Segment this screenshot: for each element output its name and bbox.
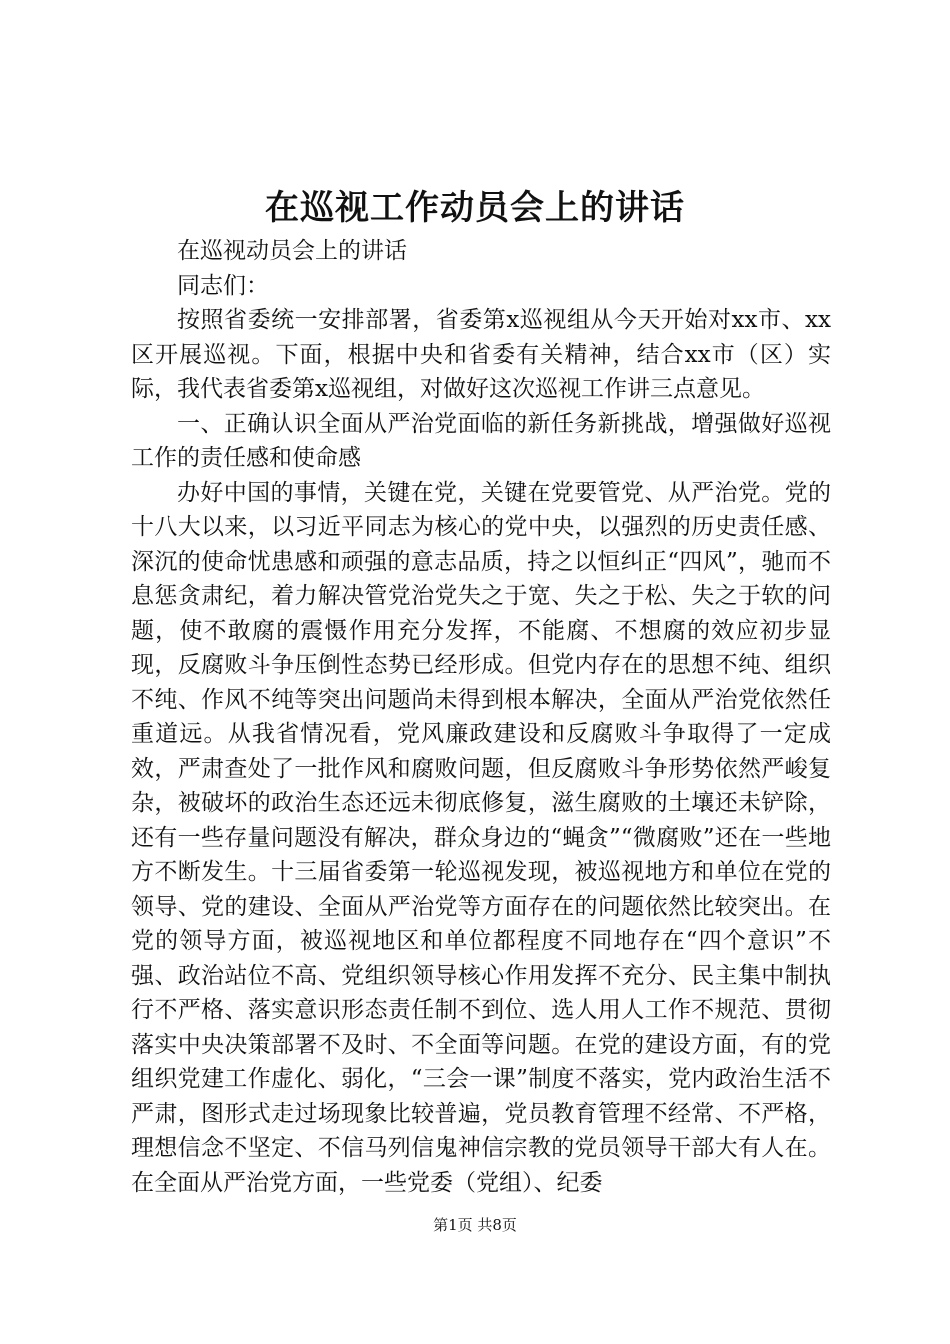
body-paragraph: 办好中国的事情，关键在党，关键在党要管党、从严治党。党的十八大以来，以习近平同志为核心的党中央，以强烈的历史责任感、深沉的使命忧患感和顽强的意志品质，持之以恒纠正“四风”，驰而不息惩贪肃纪，着力解决管党治党失之于宽、失之于松、失之于软的问题，使不敢腐的震慑作用充分发挥，不能腐、不想腐的效应初步显现，反腐败斗争压倒性态势已经形成。但党内存在的思想不纯、组织不纯、作风不纯等突出问题尚未得到根本解决，全面从严治党依然任重道远。从我省情况看，党风廉政建设和反腐败斗争取得了一定成效，严肃查处了一批作风和腐败问题，但反腐败斗争形势依然严峻复杂，被破坏的政治生态还远未彻底修复，滋生腐败的土壤还未铲除，还有一些存量问题没有解决，群众身边的“蝇贪”“微腐败”还在一些地方不断发生。十三届省委第一轮巡视发现，被巡视地方和单位在党的领导、党的建设、全面从严治党等方面存在的问题依然比较突出。在党的领导方面，被巡视地区和单位都程度不同地存在“四个意识”不强、政治站位不高、党组织领导核心作用发挥不充分、民主集中制执行不严格、落实意识形态责任制不到位、选人用人工作不规范、贯彻落实中央决策部署不及时、不全面等问题。在党的建设方面，有的党组织党建工作虚化、弱化，“三会一课”制度不落实，党内政治生活不严肃，图形式走过场现象比较普遍，党员教育管理不经常、不严格，理想信念不坚定、不信马列信鬼神信宗教的党员领导干部大有人在。在全面从严治党方面，一些党委（党组）、纪委 [131,479,831,1196]
speech-heading: 在巡视动员会上的讲话 [177,238,407,264]
section-heading-1: 一、正确认识全面从严治党面临的新任务新挑战，增强做好巡视工作的责任感和使命感 [131,410,831,471]
salutation: 同志们： [177,272,269,299]
document-body [131,234,831,1200]
page-number: 第1页 共8页 [433,1216,517,1234]
intro-paragraph: 按照省委统一安排部署，省委第x巡视组从今天开始对xx市、xx区开展巡视。下面，根据中央和省委有关精神，结合xx市（区）实际，我代表省委第x巡视组，对做好这次巡视工作讲三点意见。 [131,307,831,402]
document-title: 在巡视工作动员会上的讲话 [265,188,685,228]
